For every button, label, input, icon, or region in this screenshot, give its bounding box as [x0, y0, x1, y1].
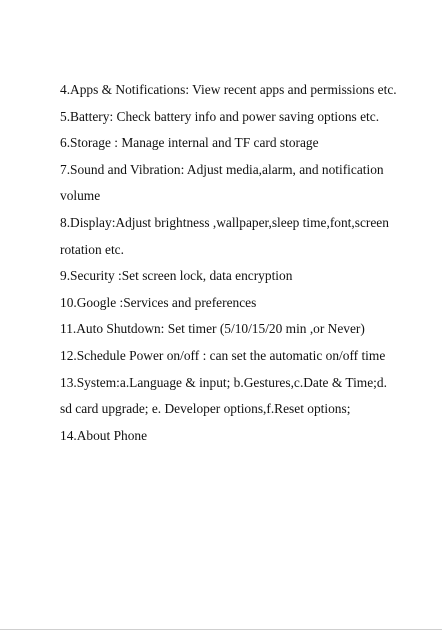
- list-item-system: 13.System:a.Language & input; b.Gestures,c.Date & Time;d. sd card upgrade; e. Developer options,f.Reset options;: [60, 374, 387, 417]
- page-bottom-divider: [0, 629, 442, 630]
- settings-feature-list: [60, 77, 400, 449]
- list-item-storage: 6.Storage : Manage internal and TF card storage: [60, 135, 319, 151]
- list-item-schedule-power: 12.Schedule Power on/off : can set the automatic on/off time: [60, 347, 386, 363]
- list-item-sound-vibration: 7.Sound and Vibration: Adjust media,alarm, and notification volume: [60, 161, 384, 204]
- list-item-auto-shutdown: 11.Auto Shutdown: Set timer (5/10/15/20 min ,or Never): [60, 321, 365, 337]
- list-item-battery: 5.Battery: Check battery info and power saving options etc.: [60, 108, 380, 124]
- list-item-apps-notifications: 4.Apps & Notifications: View recent apps and permissions etc.: [60, 82, 397, 97]
- list-item-display: 8.Display:Adjust brightness ,wallpaper,sleep time,font,screen rotation etc.: [60, 214, 389, 257]
- list-item-security: 9.Security :Set screen lock, data encryption: [60, 268, 293, 284]
- list-item-google: 10.Google :Services and preferences: [60, 294, 257, 310]
- list-item-about-phone: 14.About Phone: [60, 427, 148, 443]
